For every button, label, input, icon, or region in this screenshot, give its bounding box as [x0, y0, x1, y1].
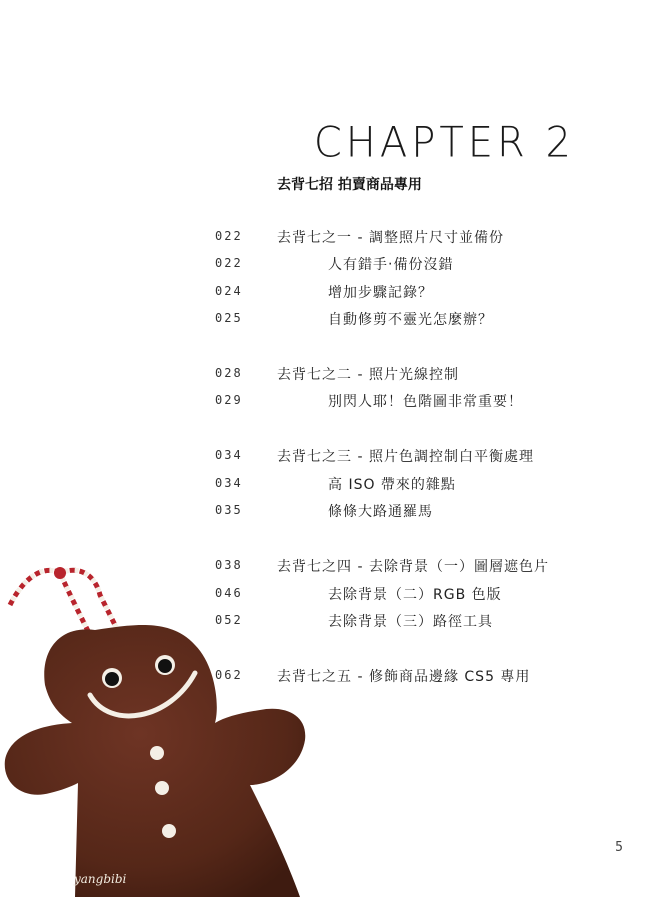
- toc-title: 自動修剪不靈光怎麼辦？: [328, 312, 493, 328]
- icing-button: [150, 746, 164, 760]
- toc-entry: [0, 227, 663, 247]
- chapter-subtitle: 去背七招 拍賣商品專用: [277, 177, 422, 193]
- toc-title: 去背七之一 - 調整照片尺寸並備份: [277, 230, 504, 246]
- toc-page-number: 022: [215, 256, 243, 270]
- toc-page-number: 022: [215, 229, 243, 243]
- toc-page-number: 034: [215, 448, 243, 462]
- toc-entry: [0, 446, 663, 466]
- cookie-body: [5, 625, 306, 897]
- toc-title: 去背七之三 - 照片色調控制白平衡處理: [277, 449, 534, 465]
- toc-page-number: 025: [215, 311, 243, 325]
- toc-title: 別閃人耶！色階圖非常重要！: [328, 394, 523, 410]
- toc-entry: [0, 501, 663, 521]
- toc-entry: [0, 282, 663, 302]
- toc-entry: [0, 309, 663, 329]
- gingerbread-man-illustration: [0, 555, 320, 897]
- toc-title: 去除背景（三）路徑工具: [328, 614, 493, 630]
- toc-title: 去背七之二 - 照片光線控制: [277, 367, 459, 383]
- toc-entry: [0, 254, 663, 274]
- toc-page-number: 062: [215, 668, 243, 682]
- toc-title: 人有錯手‧備份沒錯: [328, 257, 454, 273]
- toc-page-number: 052: [215, 613, 243, 627]
- toc-title: 條條大路通羅馬: [328, 504, 433, 520]
- toc-page-number: 024: [215, 284, 243, 298]
- chapter-title: CHAPTER 2: [313, 118, 575, 168]
- signature: yangbibi: [74, 872, 127, 886]
- toc-page-number: 029: [215, 393, 243, 407]
- toc-page-number: 038: [215, 558, 243, 572]
- toc-page-number: 034: [215, 476, 243, 490]
- toc-title: 去背七之四 - 去除背景（一）圖層遮色片: [277, 559, 549, 575]
- toc-title: 去除背景（二）RGB 色版: [328, 587, 502, 603]
- toc-entry: [0, 391, 663, 411]
- toc-entry: [0, 474, 663, 494]
- icing-button: [155, 781, 169, 795]
- page-number: 5: [615, 840, 623, 855]
- toc-title: 去背七之五 - 修飾商品邊緣 CS5 專用: [277, 669, 531, 685]
- toc-page-number: 046: [215, 586, 243, 600]
- toc-entry: [0, 364, 663, 384]
- toc-title: 高 ISO 帶來的雜點: [328, 477, 456, 493]
- toc-page-number: 035: [215, 503, 243, 517]
- toc-title: 增加步驟記錄？: [328, 285, 433, 301]
- icing-button: [162, 824, 176, 838]
- toc-page-number: 028: [215, 366, 243, 380]
